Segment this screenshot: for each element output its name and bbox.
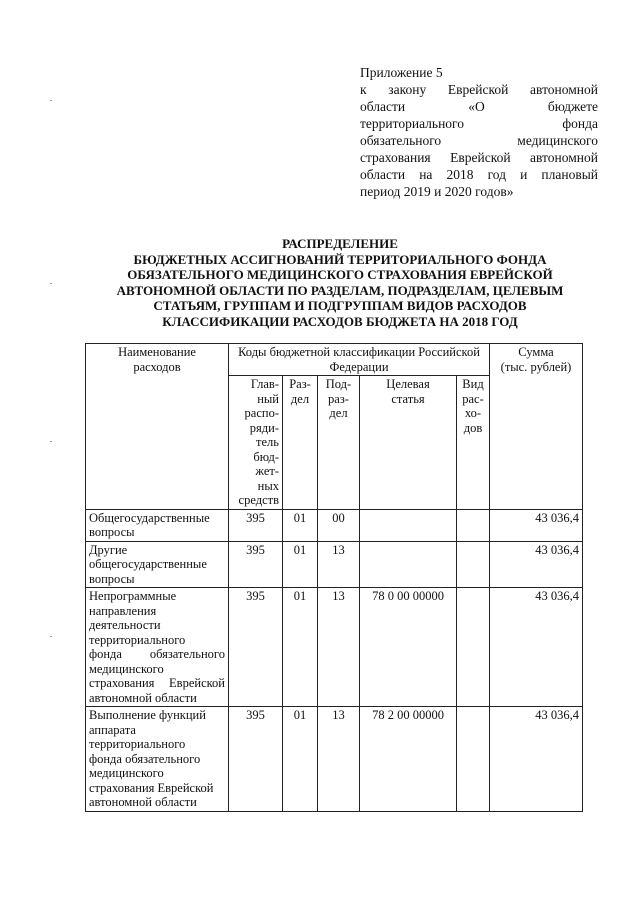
header-razdel: Раз- дел xyxy=(283,376,318,510)
row-sum: 43 036,4 xyxy=(490,541,583,588)
row-vid xyxy=(457,541,490,588)
row-grbs: 395 xyxy=(229,541,283,588)
row-name: Непрограммные направления деятельности территориального фонда обязательного медицинского страхования Еврейской автономной области xyxy=(86,588,229,707)
header-name: Наименование расходов xyxy=(86,344,229,510)
document-title xyxy=(80,236,600,329)
row-name: Выполнение функций аппарата территориального фонда обязательного медицинского страхования Еврейской автономной области xyxy=(86,707,229,812)
row-sum: 43 036,4 xyxy=(490,509,583,541)
table-row xyxy=(86,588,583,707)
appendix-line: территориального фонда xyxy=(360,116,598,131)
row-name: Общегосударственные вопросы xyxy=(86,509,229,541)
appendix-block xyxy=(360,64,598,200)
table-row xyxy=(86,509,583,541)
appendix-line: период 2019 и 2020 годов» xyxy=(360,184,514,199)
row-vid xyxy=(457,509,490,541)
appendix-line: к закону Еврейской автономной xyxy=(360,82,598,97)
header-target: Целевая статья xyxy=(360,376,457,510)
row-podrazdel: 13 xyxy=(318,707,360,812)
appendix-line: страхования Еврейской автономной xyxy=(360,150,598,165)
row-target: 78 2 00 00000 xyxy=(360,707,457,812)
table-row xyxy=(86,541,583,588)
appendix-line: области «О бюджете xyxy=(360,99,598,114)
row-podrazdel: 13 xyxy=(318,588,360,707)
row-grbs: 395 xyxy=(229,707,283,812)
title-line: КЛАССИФИКАЦИИ РАСХОДОВ БЮДЖЕТА НА 2018 ГОД xyxy=(162,313,518,329)
title-line: СТАТЬЯМ, ГРУППАМ И ПОДГРУППАМ ВИДОВ РАСХОДОВ xyxy=(153,298,527,313)
scan-mark xyxy=(50,441,52,442)
row-razdel: 01 xyxy=(283,588,318,707)
appendix-line: обязательного медицинского xyxy=(360,133,598,148)
title-line: ОБЯЗАТЕЛЬНОГО МЕДИЦИНСКОГО СТРАХОВАНИЯ ЕВРЕЙСКОЙ xyxy=(127,267,553,282)
row-vid xyxy=(457,588,490,707)
scan-mark xyxy=(50,283,52,284)
row-target xyxy=(360,509,457,541)
row-name: Другие общегосударственные вопросы xyxy=(86,541,229,588)
budget-table xyxy=(85,343,583,812)
title-line: БЮДЖЕТНЫХ АССИГНОВАНИЙ ТЕРРИТОРИАЛЬНОГО ФОНДА xyxy=(133,251,547,267)
appendix-line: Приложение 5 xyxy=(360,65,443,80)
scan-mark xyxy=(50,636,52,637)
appendix-line: области на 2018 год и плановый xyxy=(360,167,598,182)
header-podrazdel: Под- раз- дел xyxy=(318,376,360,510)
row-razdel: 01 xyxy=(283,541,318,588)
row-razdel: 01 xyxy=(283,509,318,541)
header-grbs: Глав- ный распо- ряди- тель бюд- жет- ных средств xyxy=(229,376,283,510)
scan-mark xyxy=(50,100,52,101)
title-line: РАСПРЕДЕЛЕНИЕ xyxy=(282,236,398,251)
row-sum: 43 036,4 xyxy=(490,588,583,707)
row-podrazdel: 00 xyxy=(318,509,360,541)
title-line: АВТОНОМНОЙ ОБЛАСТИ ПО РАЗДЕЛАМ, ПОДРАЗДЕЛАМ, ЦЕЛЕВЫМ xyxy=(116,282,564,298)
row-sum: 43 036,4 xyxy=(490,707,583,812)
row-grbs: 395 xyxy=(229,588,283,707)
header-vid: Вид рас- хо- дов xyxy=(457,376,490,510)
row-podrazdel: 13 xyxy=(318,541,360,588)
row-vid xyxy=(457,707,490,812)
row-target xyxy=(360,541,457,588)
row-target: 78 0 00 00000 xyxy=(360,588,457,707)
header-row xyxy=(86,344,583,376)
row-razdel: 01 xyxy=(283,707,318,812)
row-grbs: 395 xyxy=(229,509,283,541)
header-codes: Коды бюджетной классификации Российской Федерации xyxy=(229,344,490,376)
header-sum: Сумма (тыс. рублей) xyxy=(490,344,583,510)
table-row xyxy=(86,707,583,812)
